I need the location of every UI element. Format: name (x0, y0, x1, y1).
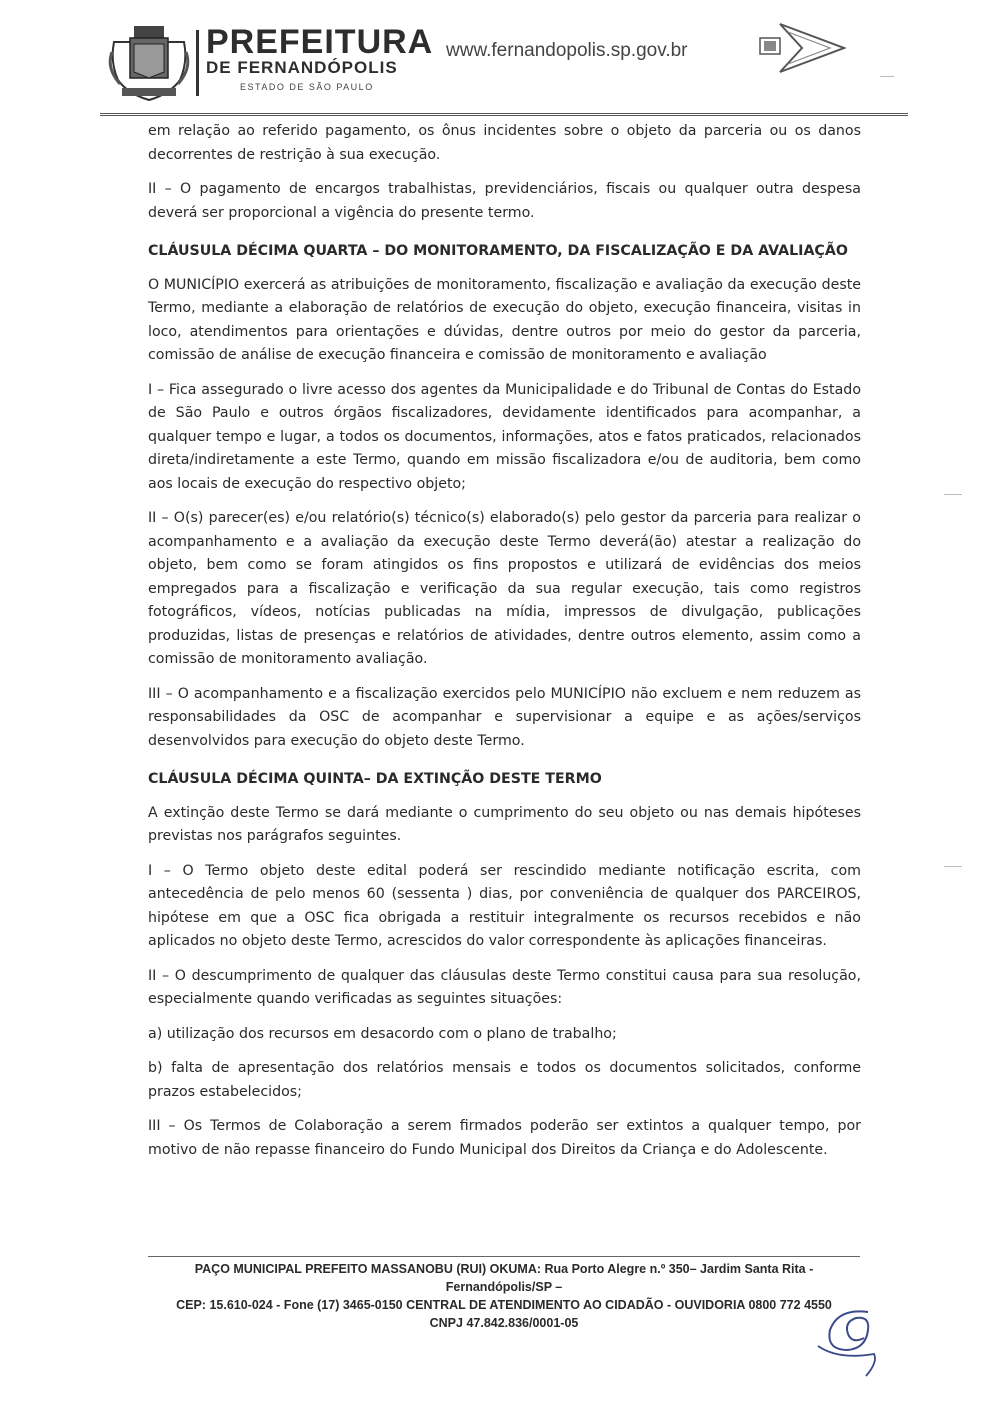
scan-mark (944, 866, 962, 867)
list-item: a) utilização dos recursos em desacordo com o plano de trabalho; (148, 1025, 617, 1042)
paragraph: II – O(s) parecer(es) e/ou relatório(s) técnico(s) elaborado(s) pelo gestor da parceria para realizar o acompanhamento e a avaliação da execução deste Termo deverá(ão) atestar a realização do objeto, bem como se foram atingidos os fins propostos e utilizará de evidências dos meios empregados para a fiscalização e verificação da sua regular execução, tais como registros fotográficos, vídeos, notícias publicadas na mídia, impressos de divulgação, publicações produzidas, listas de presenças e relatórios de atividades, dentre outros elemento, assim como a comissão de monitoramento avaliação. (148, 510, 861, 667)
handwritten-initial-signature-icon (808, 1300, 888, 1380)
paragraph: em relação ao referido pagamento, os ônus incidentes sobre o objeto da parceria ou os danos decorrentes de restrição à sua execução. (148, 123, 861, 163)
header-rule (100, 113, 908, 116)
paragraph: III – Os Termos de Colaboração a serem firmados poderão ser extintos a qualquer tempo, por motivo de não repasse financeiro do Fundo Municipal dos Direitos da Criança e do Adolescente. (148, 1118, 861, 1158)
footer-contact: CEP: 15.610-024 - Fone (17) 3465-0150 CENTRAL DE ATENDIMENTO AO CIDADÃO - OUVIDORIA 0800 772 4550 (176, 1298, 832, 1312)
footer-cnpj: CNPJ 47.842.836/0001-05 (429, 1316, 579, 1330)
letterhead (100, 18, 900, 108)
paragraph: O MUNICÍPIO exercerá as atribuições de monitoramento, fiscalização e avaliação da execução deste Termo, mediante a elaboração de relatórios de execução do objeto, execução financeira, visitas in loco, atendimentos para orientações e dúvidas, dentre outros por meio do gestor da parceria, comissão de análise de execução financeira e comissão de monitoramento e avaliação (148, 276, 861, 363)
paragraph: I – O Termo objeto deste edital poderá ser rescindido mediante notificação escrita, com antecedência de pelo menos 60 (sessenta ) dias, por conveniência de qualquer dos PARCEIROS, hipótese em que a OSC fica obrigada a restituir integralmente os recursos recebidos e não aplicados no objeto deste Termo, acrescidos do valor correspondente às aplicações financeiras. (148, 862, 861, 949)
footer (148, 1260, 860, 1332)
paragraph: II – O descumprimento de qualquer das cláusulas deste Termo constitui causa para sua resolução, especialmente quando verificadas as seguintes situações: (148, 967, 861, 1007)
list-item: b) falta de apresentação dos relatórios mensais e todos os documentos solicitados, conforme prazos estabelecidos; (148, 1060, 861, 1100)
org-state: ESTADO DE SÃO PAULO (240, 82, 374, 92)
municipal-coat-of-arms-icon (108, 22, 190, 104)
paragraph: I – Fica assegurado o livre acesso dos agentes da Municipalidade e do Tribunal de Contas do Estado de São Paulo e outros órgãos fiscalizadores, devidamente identificados para acompanhar, a qualquer tempo e lugar, a todos os documentos, informações, atos e fatos praticados, relacionados direta/indiretamente a este Termo, quando em missão fiscalizadora e/ou de auditoria, bem como aos locais de execução do respectivo objeto; (148, 381, 861, 492)
website-link[interactable]: www.fernandopolis.sp.gov.br (446, 40, 688, 61)
paragraph: III – O acompanhamento e a fiscalização exercidos pelo MUNICÍPIO não excluem e nem reduzem as responsabilidades da OSC de acompanhar e supervisionar a equipe e as ações/serviços desenvolvidos para execução do objeto deste Termo. (148, 685, 861, 749)
section-heading: CLÁUSULA DÉCIMA QUINTA– DA EXTINÇÃO DESTE TERMO (148, 771, 602, 787)
header-divider (196, 30, 199, 96)
section-heading: CLÁUSULA DÉCIMA QUARTA – DO MONITORAMENTO, DA FISCALIZAÇÃO E DA AVALIAÇÃO (148, 243, 848, 259)
org-name: PREFEITURA (206, 23, 434, 61)
paragraph: II – O pagamento de encargos trabalhistas, previdenciários, fiscais ou qualquer outra despesa deverá ser proporcional a vigência do presente termo. (148, 181, 861, 221)
footer-rule (148, 1256, 860, 1257)
scan-mark (944, 494, 962, 495)
footer-address: PAÇO MUNICIPAL PREFEITO MASSANOBU (RUI) OKUMA: Rua Porto Alegre n.º 350– Jardim Santa Rita - Fernandópolis/SP – (194, 1262, 814, 1294)
paragraph: A extinção deste Termo se dará mediante o cumprimento do seu objeto ou nas demais hipóteses previstas nos parágrafos seguintes. (148, 804, 861, 844)
document-body (148, 120, 861, 1173)
arrow-logo-icon (750, 22, 846, 74)
scan-mark (880, 76, 894, 77)
org-city: DE FERNANDÓPOLIS (206, 58, 398, 77)
